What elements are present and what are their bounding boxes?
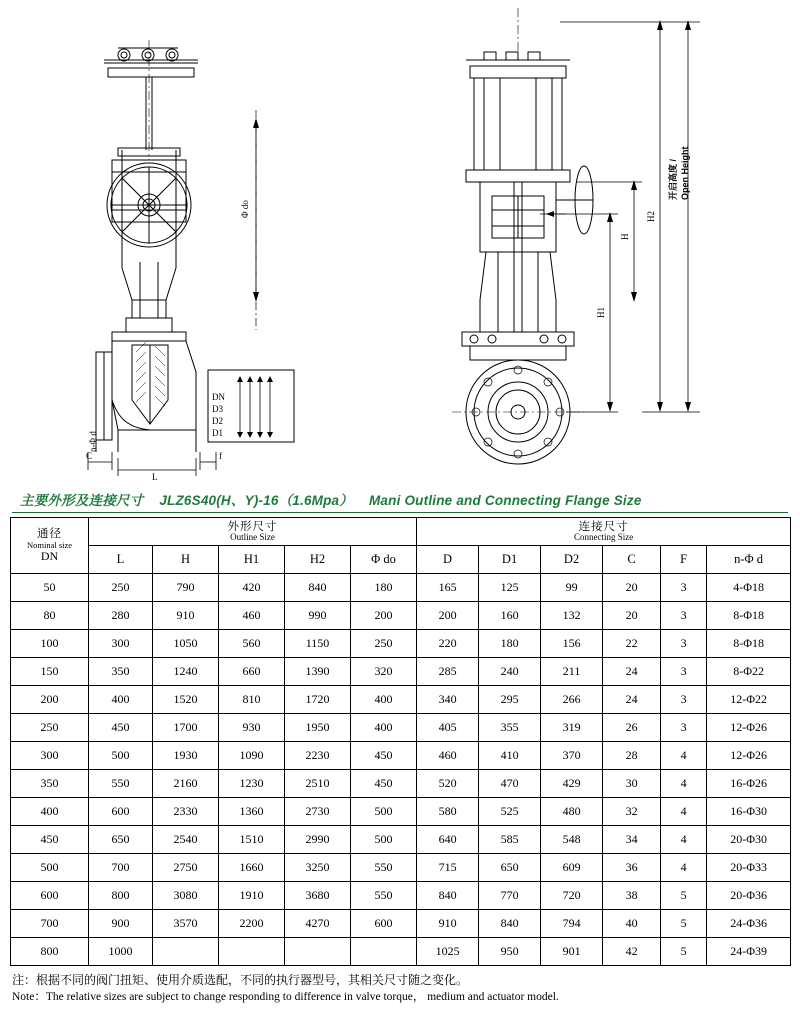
cell-d2: 901 <box>541 938 603 966</box>
cell-d1: 355 <box>479 714 541 742</box>
cell-d2: 370 <box>541 742 603 770</box>
cell-l: 280 <box>89 602 153 630</box>
cell-d1: 295 <box>479 686 541 714</box>
label-open-height-cn: 开启高度 / <box>668 158 678 200</box>
cell-h: 1050 <box>153 630 219 658</box>
cell-c: 26 <box>603 714 661 742</box>
cell-d1: 125 <box>479 574 541 602</box>
cell-n-d: 12-Φ26 <box>707 742 791 770</box>
cell-d2: 720 <box>541 882 603 910</box>
cell-d: 1025 <box>417 938 479 966</box>
cell-d1: 470 <box>479 770 541 798</box>
cell-n-d: 8-Φ18 <box>707 630 791 658</box>
cell-l: 400 <box>89 686 153 714</box>
label-f: f <box>219 451 222 461</box>
cell-h2: 840 <box>285 574 351 602</box>
cell-d2: 609 <box>541 854 603 882</box>
cell-dn: 450 <box>11 826 89 854</box>
col-header-d1: D1 <box>479 546 541 574</box>
cell-d: 405 <box>417 714 479 742</box>
cell--do: 600 <box>351 910 417 938</box>
cell-h: 1240 <box>153 658 219 686</box>
cell-l: 700 <box>89 854 153 882</box>
cell-f: 3 <box>661 602 707 630</box>
cell-h2 <box>285 938 351 966</box>
cell-d1: 180 <box>479 630 541 658</box>
cell-h1: 1360 <box>219 798 285 826</box>
table-row <box>11 770 791 798</box>
table-row <box>11 686 791 714</box>
cell-n-d: 12-Φ26 <box>707 714 791 742</box>
col-header-n-phi-d: n-Φ d <box>707 546 791 574</box>
cell-n-d: 8-Φ22 <box>707 658 791 686</box>
note-text-en: The relative sizes are subject to change responding to difference in valve torque， medium and actuator model. <box>45 991 559 1004</box>
cell-c: 42 <box>603 938 661 966</box>
note-label-cn: 注： <box>12 973 37 987</box>
cell-c: 22 <box>603 630 661 658</box>
note-label-en: Note： <box>12 991 46 1004</box>
cell-h2: 1720 <box>285 686 351 714</box>
cell-d1: 585 <box>479 826 541 854</box>
cell-h1: 1510 <box>219 826 285 854</box>
col-header-h1: H1 <box>219 546 285 574</box>
cell-d1: 650 <box>479 854 541 882</box>
cell-d2: 429 <box>541 770 603 798</box>
col-header-d2: D2 <box>541 546 603 574</box>
label-n-phi-d: n-Φ d <box>88 431 98 452</box>
cell-n-d: 16-Φ26 <box>707 770 791 798</box>
cell-dn: 100 <box>11 630 89 658</box>
cell-h2: 1150 <box>285 630 351 658</box>
cell-l: 500 <box>89 742 153 770</box>
cell-f: 4 <box>661 742 707 770</box>
table-row <box>11 938 791 966</box>
cell-dn: 80 <box>11 602 89 630</box>
cell-h2: 990 <box>285 602 351 630</box>
cell-n-d: 20-Φ30 <box>707 826 791 854</box>
cell-h1: 1230 <box>219 770 285 798</box>
cell-h2: 2510 <box>285 770 351 798</box>
cell-d1: 410 <box>479 742 541 770</box>
cell-dn: 200 <box>11 686 89 714</box>
cell-l: 650 <box>89 826 153 854</box>
cell-h: 790 <box>153 574 219 602</box>
cell-d1: 770 <box>479 882 541 910</box>
col-header-h2: H2 <box>285 546 351 574</box>
cell-c: 36 <box>603 854 661 882</box>
table-row <box>11 714 791 742</box>
cell-h1: 460 <box>219 602 285 630</box>
cell-dn: 50 <box>11 574 89 602</box>
spec-table-container <box>10 517 790 966</box>
col-header-c: C <box>603 546 661 574</box>
cell-h2: 2230 <box>285 742 351 770</box>
cell-h1: 1090 <box>219 742 285 770</box>
cell-dn: 400 <box>11 798 89 826</box>
cell-d2: 156 <box>541 630 603 658</box>
cell-d: 840 <box>417 882 479 910</box>
cell-d1: 160 <box>479 602 541 630</box>
note-en <box>12 989 788 1006</box>
label-c: C <box>86 451 93 461</box>
cell-l: 450 <box>89 714 153 742</box>
cell-dn: 700 <box>11 910 89 938</box>
cell--do: 450 <box>351 770 417 798</box>
cell-h2: 3250 <box>285 854 351 882</box>
table-row <box>11 742 791 770</box>
cell-f: 3 <box>661 658 707 686</box>
cell-c: 38 <box>603 882 661 910</box>
cell-h: 3080 <box>153 882 219 910</box>
technical-drawing <box>0 0 800 485</box>
cell-h2: 3680 <box>285 882 351 910</box>
cell-h: 1520 <box>153 686 219 714</box>
cell-d: 520 <box>417 770 479 798</box>
cell-l: 600 <box>89 798 153 826</box>
cell-l: 1000 <box>89 938 153 966</box>
table-row <box>11 630 791 658</box>
table-row <box>11 574 791 602</box>
cell--do: 550 <box>351 882 417 910</box>
label-h: H <box>620 233 630 240</box>
cell-d: 165 <box>417 574 479 602</box>
cell-dn: 500 <box>11 854 89 882</box>
drawing-svg <box>0 0 800 485</box>
cell-f: 3 <box>661 714 707 742</box>
cell-f: 5 <box>661 938 707 966</box>
cell--do: 500 <box>351 826 417 854</box>
cell-c: 24 <box>603 686 661 714</box>
cell-l: 350 <box>89 658 153 686</box>
label-d1: D1 <box>212 428 223 438</box>
cell-c: 32 <box>603 798 661 826</box>
cell-d2: 319 <box>541 714 603 742</box>
cell-h: 3570 <box>153 910 219 938</box>
cell--do: 450 <box>351 742 417 770</box>
cell--do: 400 <box>351 714 417 742</box>
table-group-header-row <box>11 518 791 546</box>
cell-d2: 480 <box>541 798 603 826</box>
cell-f: 5 <box>661 910 707 938</box>
header-outline-size: 外形尺寸 Outline Size <box>89 518 417 546</box>
label-d2: D2 <box>212 416 223 426</box>
cell-h2: 1390 <box>285 658 351 686</box>
label-h2: H2 <box>646 211 656 222</box>
header-nominal-size: 通径 Nominal size DN <box>11 518 89 574</box>
cell--do <box>351 938 417 966</box>
col-header-l: L <box>89 546 153 574</box>
cell-l: 250 <box>89 574 153 602</box>
cell-l: 800 <box>89 882 153 910</box>
table-row <box>11 826 791 854</box>
cell-dn: 350 <box>11 770 89 798</box>
cell-h: 2540 <box>153 826 219 854</box>
cell-d2: 211 <box>541 658 603 686</box>
cell-n-d: 4-Φ18 <box>707 574 791 602</box>
col-header-h: H <box>153 546 219 574</box>
cell-d2: 266 <box>541 686 603 714</box>
spec-table-body <box>11 574 791 966</box>
cell-f: 4 <box>661 826 707 854</box>
cell-d1: 840 <box>479 910 541 938</box>
cell-h: 2750 <box>153 854 219 882</box>
label-phi-do: Φ do <box>240 200 250 218</box>
section-title <box>12 485 788 513</box>
title-cn: 主要外形及连接尺寸 <box>20 493 144 508</box>
cell-d1: 950 <box>479 938 541 966</box>
cell-n-d: 24-Φ39 <box>707 938 791 966</box>
cell-dn: 250 <box>11 714 89 742</box>
col-header-d: D <box>417 546 479 574</box>
cell-f: 4 <box>661 770 707 798</box>
cell-h1: 660 <box>219 658 285 686</box>
cell-d2: 99 <box>541 574 603 602</box>
note-cn <box>12 972 788 989</box>
cell-h: 2330 <box>153 798 219 826</box>
col-header-phi-do: Φ do <box>351 546 417 574</box>
cell-h: 910 <box>153 602 219 630</box>
notes-block <box>12 972 788 1006</box>
cell--do: 550 <box>351 854 417 882</box>
cell--do: 180 <box>351 574 417 602</box>
table-column-header-row <box>11 546 791 574</box>
title-model: JLZ6S40(H、Y)-16（1.6Mpa） <box>159 493 353 508</box>
table-row <box>11 854 791 882</box>
cell-h <box>153 938 219 966</box>
cell-f: 4 <box>661 854 707 882</box>
table-row <box>11 602 791 630</box>
cell--do: 500 <box>351 798 417 826</box>
cell-h1: 1660 <box>219 854 285 882</box>
cell-f: 3 <box>661 686 707 714</box>
cell-n-d: 12-Φ22 <box>707 686 791 714</box>
cell-h1: 930 <box>219 714 285 742</box>
spec-table <box>10 517 791 966</box>
cell-h2: 2990 <box>285 826 351 854</box>
cell-d2: 132 <box>541 602 603 630</box>
cell-h1 <box>219 938 285 966</box>
header-connecting-size: 连接尺寸 Connecting Size <box>417 518 791 546</box>
cell-c: 30 <box>603 770 661 798</box>
cell-d: 340 <box>417 686 479 714</box>
cell--do: 320 <box>351 658 417 686</box>
cell-h: 1930 <box>153 742 219 770</box>
cell-dn: 300 <box>11 742 89 770</box>
cell-d: 460 <box>417 742 479 770</box>
cell-h1: 2200 <box>219 910 285 938</box>
table-row <box>11 882 791 910</box>
label-h1: H1 <box>596 307 606 318</box>
label-dn: DN <box>212 392 225 402</box>
cell-d1: 240 <box>479 658 541 686</box>
cell-d: 910 <box>417 910 479 938</box>
cell-f: 3 <box>661 574 707 602</box>
cell-h2: 1950 <box>285 714 351 742</box>
cell-dn: 600 <box>11 882 89 910</box>
cell-h1: 420 <box>219 574 285 602</box>
cell-n-d: 20-Φ36 <box>707 882 791 910</box>
cell-l: 550 <box>89 770 153 798</box>
cell-d: 715 <box>417 854 479 882</box>
table-row <box>11 798 791 826</box>
cell-n-d: 24-Φ36 <box>707 910 791 938</box>
cell-d: 220 <box>417 630 479 658</box>
cell-n-d: 16-Φ30 <box>707 798 791 826</box>
title-en: Mani Outline and Connecting Flange Size <box>368 493 642 508</box>
note-text-cn: 根据不同的阀门扭矩、使用介质选配，不同的执行器型号，其相关尺寸随之变化。 <box>36 973 469 987</box>
cell-h2: 4270 <box>285 910 351 938</box>
cell-l: 900 <box>89 910 153 938</box>
cell--do: 200 <box>351 602 417 630</box>
cell-c: 20 <box>603 602 661 630</box>
cell-d2: 794 <box>541 910 603 938</box>
cell-dn: 150 <box>11 658 89 686</box>
cell--do: 400 <box>351 686 417 714</box>
cell-n-d: 20-Φ33 <box>707 854 791 882</box>
cell-d: 640 <box>417 826 479 854</box>
cell-d: 200 <box>417 602 479 630</box>
label-open-height-en: Open Height <box>680 146 690 200</box>
cell-h1: 810 <box>219 686 285 714</box>
cell--do: 250 <box>351 630 417 658</box>
table-row <box>11 658 791 686</box>
cell-c: 40 <box>603 910 661 938</box>
cell-dn: 800 <box>11 938 89 966</box>
cell-d: 580 <box>417 798 479 826</box>
cell-f: 5 <box>661 882 707 910</box>
cell-d2: 548 <box>541 826 603 854</box>
cell-h: 2160 <box>153 770 219 798</box>
cell-n-d: 8-Φ18 <box>707 602 791 630</box>
label-d3: D3 <box>212 404 223 414</box>
cell-d: 285 <box>417 658 479 686</box>
label-l: L <box>152 472 158 482</box>
cell-c: 20 <box>603 574 661 602</box>
cell-f: 4 <box>661 798 707 826</box>
cell-h2: 2730 <box>285 798 351 826</box>
cell-h: 1700 <box>153 714 219 742</box>
cell-c: 28 <box>603 742 661 770</box>
cell-d1: 525 <box>479 798 541 826</box>
cell-c: 24 <box>603 658 661 686</box>
cell-f: 3 <box>661 630 707 658</box>
cell-h1: 560 <box>219 630 285 658</box>
cell-l: 300 <box>89 630 153 658</box>
table-row <box>11 910 791 938</box>
cell-h1: 1910 <box>219 882 285 910</box>
col-header-f: F <box>661 546 707 574</box>
cell-c: 34 <box>603 826 661 854</box>
